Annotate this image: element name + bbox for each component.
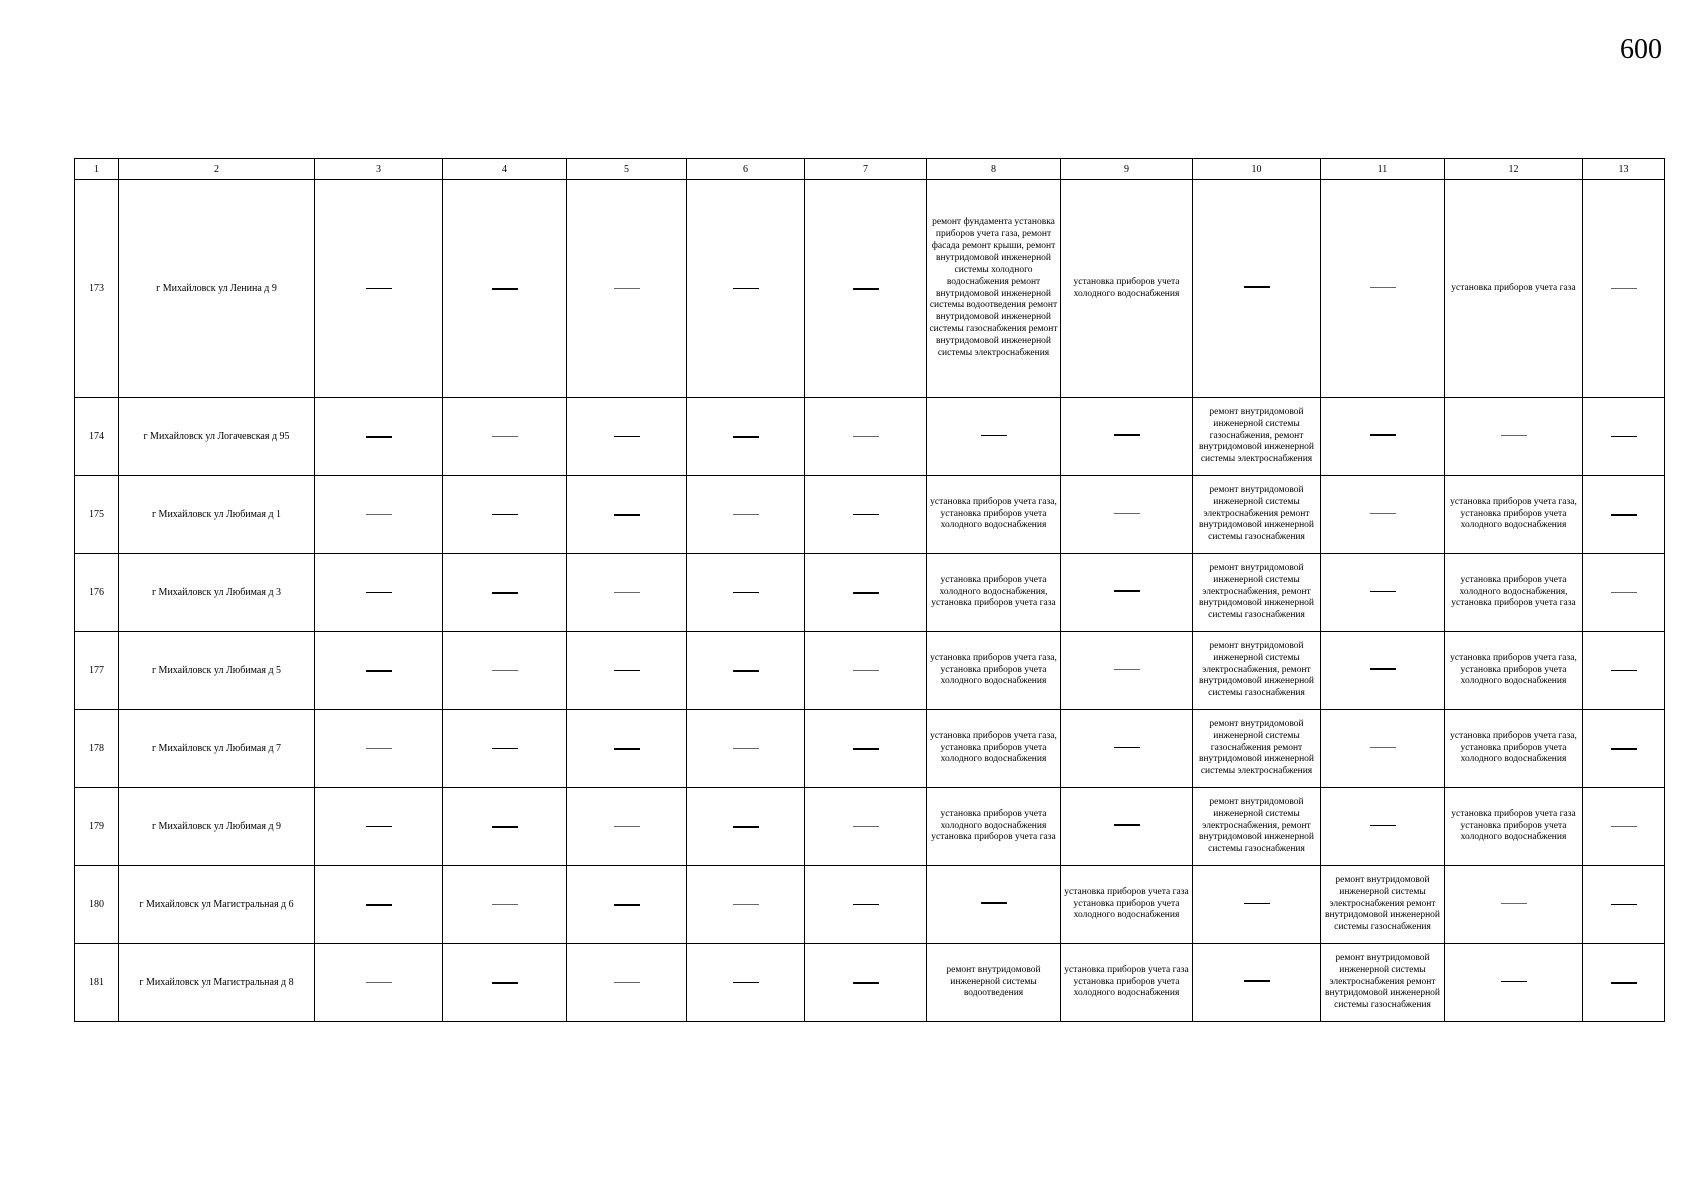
cell-empty xyxy=(1061,554,1193,632)
dash-mark xyxy=(614,592,640,593)
cell-c10: ремонт внутридомовой инженерной системы электроснабжения, ремонт внутридомовой инженерной системы газоснабжения xyxy=(1193,554,1321,632)
cell-empty xyxy=(567,944,687,1022)
table-row xyxy=(75,180,1665,398)
column-header: 10 xyxy=(1193,159,1321,180)
column-header: 7 xyxy=(805,159,927,180)
dash-mark xyxy=(366,826,392,827)
dash-mark xyxy=(614,748,640,750)
cell-n: 173 xyxy=(75,180,119,398)
cell-addr: г Михайловск ул Логачевская д 95 xyxy=(119,398,315,476)
cell-empty xyxy=(567,866,687,944)
dash-mark xyxy=(614,826,640,827)
cell-empty xyxy=(315,944,443,1022)
dash-mark xyxy=(492,670,518,671)
cell-n: 176 xyxy=(75,554,119,632)
dash-mark xyxy=(1244,903,1270,904)
dash-mark xyxy=(1370,513,1396,514)
cell-c12: установка приборов учета газа, установка приборов учета холодного водоснабжения xyxy=(1445,710,1583,788)
cell-empty xyxy=(1445,866,1583,944)
cell-empty xyxy=(1061,476,1193,554)
dash-mark xyxy=(853,288,879,290)
cell-c9: установка приборов учета газа установка приборов учета холодного водоснабжения xyxy=(1061,944,1193,1022)
dash-mark xyxy=(1611,748,1637,750)
column-header: 2 xyxy=(119,159,315,180)
dash-mark xyxy=(733,904,759,905)
dash-mark xyxy=(492,592,518,594)
page-number: 600 xyxy=(1620,34,1662,65)
cell-empty xyxy=(1583,554,1665,632)
table-row xyxy=(75,398,1665,476)
dash-mark xyxy=(853,592,879,594)
dash-mark xyxy=(1114,824,1140,826)
cell-empty xyxy=(1445,398,1583,476)
cell-empty xyxy=(315,632,443,710)
table-row xyxy=(75,866,1665,944)
cell-empty xyxy=(805,476,927,554)
cell-c10: ремонт внутридомовой инженерной системы электроснабжения, ремонт внутридомовой инженерной системы газоснабжения xyxy=(1193,788,1321,866)
cell-addr: г Михайловск ул Любимая д 5 xyxy=(119,632,315,710)
cell-c8: установка приборов учета холодного водоснабжения установка приборов учета газа xyxy=(927,788,1061,866)
dash-mark xyxy=(733,826,759,828)
cell-empty xyxy=(1321,554,1445,632)
dash-mark xyxy=(366,514,392,515)
table-row xyxy=(75,788,1665,866)
cell-empty xyxy=(1321,710,1445,788)
cell-empty xyxy=(1061,788,1193,866)
header-row xyxy=(75,159,1665,180)
cell-addr: г Михайловск ул Магистральная д 8 xyxy=(119,944,315,1022)
cell-empty xyxy=(1583,180,1665,398)
cell-c12: установка приборов учета газа, установка приборов учета холодного водоснабжения xyxy=(1445,632,1583,710)
dash-mark xyxy=(981,902,1007,904)
dash-mark xyxy=(1114,434,1140,436)
dash-mark xyxy=(614,982,640,983)
cell-empty xyxy=(567,788,687,866)
cell-n: 181 xyxy=(75,944,119,1022)
dash-mark xyxy=(614,514,640,516)
dash-mark xyxy=(366,436,392,438)
dash-mark xyxy=(492,904,518,905)
cell-empty xyxy=(687,398,805,476)
cell-empty xyxy=(1193,944,1321,1022)
dash-mark xyxy=(366,982,392,983)
dash-mark xyxy=(366,288,392,289)
cell-c10: ремонт внутридомовой инженерной системы электроснабжения, ремонт внутридомовой инженерной системы газоснабжения xyxy=(1193,632,1321,710)
dash-mark xyxy=(853,436,879,437)
dash-mark xyxy=(1114,669,1140,670)
dash-mark xyxy=(733,592,759,593)
cell-c8: установка приборов учета холодного водоснабжения, установка приборов учета газа xyxy=(927,554,1061,632)
dash-mark xyxy=(1370,434,1396,436)
cell-empty xyxy=(805,944,927,1022)
dash-mark xyxy=(492,748,518,749)
cell-empty xyxy=(443,944,567,1022)
dash-mark xyxy=(1611,436,1637,437)
dash-mark xyxy=(1244,980,1270,982)
dash-mark xyxy=(614,288,640,289)
cell-empty xyxy=(567,554,687,632)
dash-mark xyxy=(981,435,1007,436)
dash-mark xyxy=(1114,747,1140,748)
column-header: 3 xyxy=(315,159,443,180)
cell-empty xyxy=(567,476,687,554)
cell-c10: ремонт внутридомовой инженерной системы газоснабжения ремонт внутридомовой инженерной системы электроснабжения xyxy=(1193,710,1321,788)
cell-empty xyxy=(1583,398,1665,476)
cell-empty xyxy=(1321,632,1445,710)
cell-c12: установка приборов учета газа xyxy=(1445,180,1583,398)
column-header: 13 xyxy=(1583,159,1665,180)
cell-empty xyxy=(687,866,805,944)
cell-empty xyxy=(687,554,805,632)
table-row xyxy=(75,554,1665,632)
dash-mark xyxy=(1114,590,1140,592)
dash-mark xyxy=(1370,287,1396,288)
cell-empty xyxy=(443,788,567,866)
cell-n: 178 xyxy=(75,710,119,788)
cell-empty xyxy=(1583,944,1665,1022)
cell-empty xyxy=(443,180,567,398)
dash-mark xyxy=(1611,288,1637,289)
dash-mark xyxy=(1501,981,1527,982)
cell-empty xyxy=(1583,866,1665,944)
column-header: 9 xyxy=(1061,159,1193,180)
cell-c9: установка приборов учета газа установка приборов учета холодного водоснабжения xyxy=(1061,866,1193,944)
column-header: 1 xyxy=(75,159,119,180)
cell-addr: г Михайловск ул Любимая д 3 xyxy=(119,554,315,632)
cell-empty xyxy=(687,710,805,788)
column-header: 12 xyxy=(1445,159,1583,180)
dash-mark xyxy=(853,748,879,750)
dash-mark xyxy=(1611,514,1637,516)
dash-mark xyxy=(492,826,518,828)
column-header: 8 xyxy=(927,159,1061,180)
program-table xyxy=(74,158,1665,1022)
cell-empty xyxy=(315,476,443,554)
cell-c8: установка приборов учета газа, установка приборов учета холодного водоснабжения xyxy=(927,710,1061,788)
dash-mark xyxy=(1370,668,1396,670)
cell-c8: установка приборов учета газа, установка приборов учета холодного водоснабжения xyxy=(927,476,1061,554)
table-body xyxy=(75,180,1665,1022)
cell-empty xyxy=(805,632,927,710)
dash-mark xyxy=(733,288,759,289)
cell-empty xyxy=(805,554,927,632)
cell-empty xyxy=(805,180,927,398)
cell-c9: установка приборов учета холодного водоснабжения xyxy=(1061,180,1193,398)
cell-empty xyxy=(1061,632,1193,710)
dash-mark xyxy=(1114,513,1140,514)
cell-c11: ремонт внутридомовой инженерной системы электроснабжения ремонт внутридомовой инженерной системы газоснабжения xyxy=(1321,944,1445,1022)
table-row xyxy=(75,944,1665,1022)
table-row xyxy=(75,632,1665,710)
cell-empty xyxy=(567,398,687,476)
dash-mark xyxy=(1611,826,1637,827)
dash-mark xyxy=(366,904,392,906)
dash-mark xyxy=(492,982,518,984)
dash-mark xyxy=(614,436,640,437)
cell-empty xyxy=(805,710,927,788)
cell-c12: установка приборов учета газа установка приборов учета холодного водоснабжения xyxy=(1445,788,1583,866)
cell-empty xyxy=(1321,398,1445,476)
cell-empty xyxy=(687,788,805,866)
cell-c10: ремонт внутридомовой инженерной системы газоснабжения, ремонт внутридомовой инженерной системы электроснабжения xyxy=(1193,398,1321,476)
cell-empty xyxy=(567,180,687,398)
column-header: 11 xyxy=(1321,159,1445,180)
dash-mark xyxy=(614,670,640,671)
table-row xyxy=(75,476,1665,554)
cell-empty xyxy=(805,866,927,944)
cell-c8: ремонт внутридомовой инженерной системы водоотведения xyxy=(927,944,1061,1022)
cell-c8: ремонт фундамента установка приборов учета газа, ремонт фасада ремонт крыши, ремонт внутридомовой инженерной системы холодного водоснабжения ремонт внутридомовой инженерной системы водоотведения ремонт внутридомовой инженерной системы газоснабжения ремонт внутридомовой инженерной системы электроснабжения xyxy=(927,180,1061,398)
cell-empty xyxy=(443,476,567,554)
dash-mark xyxy=(733,436,759,438)
cell-addr: г Михайловск ул Магистральная д 6 xyxy=(119,866,315,944)
cell-empty xyxy=(567,710,687,788)
cell-n: 177 xyxy=(75,632,119,710)
cell-empty xyxy=(315,866,443,944)
cell-empty xyxy=(1321,180,1445,398)
dash-mark xyxy=(733,670,759,672)
dash-mark xyxy=(614,904,640,906)
cell-empty xyxy=(315,554,443,632)
cell-addr: г Михайловск ул Любимая д 9 xyxy=(119,788,315,866)
cell-empty xyxy=(687,476,805,554)
dash-mark xyxy=(366,748,392,749)
dash-mark xyxy=(853,904,879,905)
dash-mark xyxy=(1370,591,1396,592)
cell-n: 179 xyxy=(75,788,119,866)
cell-empty xyxy=(443,554,567,632)
cell-n: 180 xyxy=(75,866,119,944)
dash-mark xyxy=(366,670,392,672)
cell-empty xyxy=(687,632,805,710)
cell-c8: установка приборов учета газа, установка приборов учета холодного водоснабжения xyxy=(927,632,1061,710)
cell-c12: установка приборов учета газа, установка приборов учета холодного водоснабжения xyxy=(1445,476,1583,554)
cell-empty xyxy=(315,788,443,866)
column-header: 4 xyxy=(443,159,567,180)
cell-empty xyxy=(805,788,927,866)
cell-empty xyxy=(443,710,567,788)
dash-mark xyxy=(1370,825,1396,826)
cell-empty xyxy=(927,398,1061,476)
dash-mark xyxy=(1244,286,1270,288)
cell-empty xyxy=(443,398,567,476)
cell-empty xyxy=(687,180,805,398)
dash-mark xyxy=(853,514,879,515)
dash-mark xyxy=(733,748,759,749)
cell-addr: г Михайловск ул Любимая д 7 xyxy=(119,710,315,788)
cell-empty xyxy=(315,398,443,476)
dash-mark xyxy=(1611,904,1637,905)
cell-c10: ремонт внутридомовой инженерной системы электроснабжения ремонт внутридомовой инженерной системы газоснабжения xyxy=(1193,476,1321,554)
dash-mark xyxy=(1611,982,1637,984)
cell-empty xyxy=(1583,476,1665,554)
dash-mark xyxy=(853,670,879,671)
dash-mark xyxy=(853,826,879,827)
cell-c11: ремонт внутридомовой инженерной системы электроснабжения ремонт внутридомовой инженерной системы газоснабжения xyxy=(1321,866,1445,944)
dash-mark xyxy=(492,514,518,515)
cell-empty xyxy=(567,632,687,710)
dash-mark xyxy=(492,436,518,437)
cell-c12: установка приборов учета холодного водоснабжения, установка приборов учета газа xyxy=(1445,554,1583,632)
dash-mark xyxy=(1501,435,1527,436)
cell-empty xyxy=(1193,866,1321,944)
dash-mark xyxy=(733,514,759,515)
cell-empty xyxy=(687,944,805,1022)
cell-addr: г Михайловск ул Ленина д 9 xyxy=(119,180,315,398)
column-header: 5 xyxy=(567,159,687,180)
cell-n: 175 xyxy=(75,476,119,554)
column-header: 6 xyxy=(687,159,805,180)
dash-mark xyxy=(1370,747,1396,748)
cell-empty xyxy=(443,632,567,710)
cell-empty xyxy=(1583,710,1665,788)
dash-mark xyxy=(1611,670,1637,671)
cell-empty xyxy=(1583,788,1665,866)
cell-empty xyxy=(315,180,443,398)
cell-addr: г Михайловск ул Любимая д 1 xyxy=(119,476,315,554)
cell-empty xyxy=(1321,476,1445,554)
cell-empty xyxy=(443,866,567,944)
cell-empty xyxy=(805,398,927,476)
cell-n: 174 xyxy=(75,398,119,476)
cell-empty xyxy=(1583,632,1665,710)
dash-mark xyxy=(1611,592,1637,593)
cell-empty xyxy=(1061,710,1193,788)
cell-empty xyxy=(1445,944,1583,1022)
cell-empty xyxy=(1061,398,1193,476)
table-row xyxy=(75,710,1665,788)
dash-mark xyxy=(853,982,879,984)
dash-mark xyxy=(1501,903,1527,904)
cell-empty xyxy=(1321,788,1445,866)
cell-empty xyxy=(1193,180,1321,398)
dash-mark xyxy=(492,288,518,290)
dash-mark xyxy=(366,592,392,593)
cell-empty xyxy=(927,866,1061,944)
dash-mark xyxy=(733,982,759,983)
cell-empty xyxy=(315,710,443,788)
